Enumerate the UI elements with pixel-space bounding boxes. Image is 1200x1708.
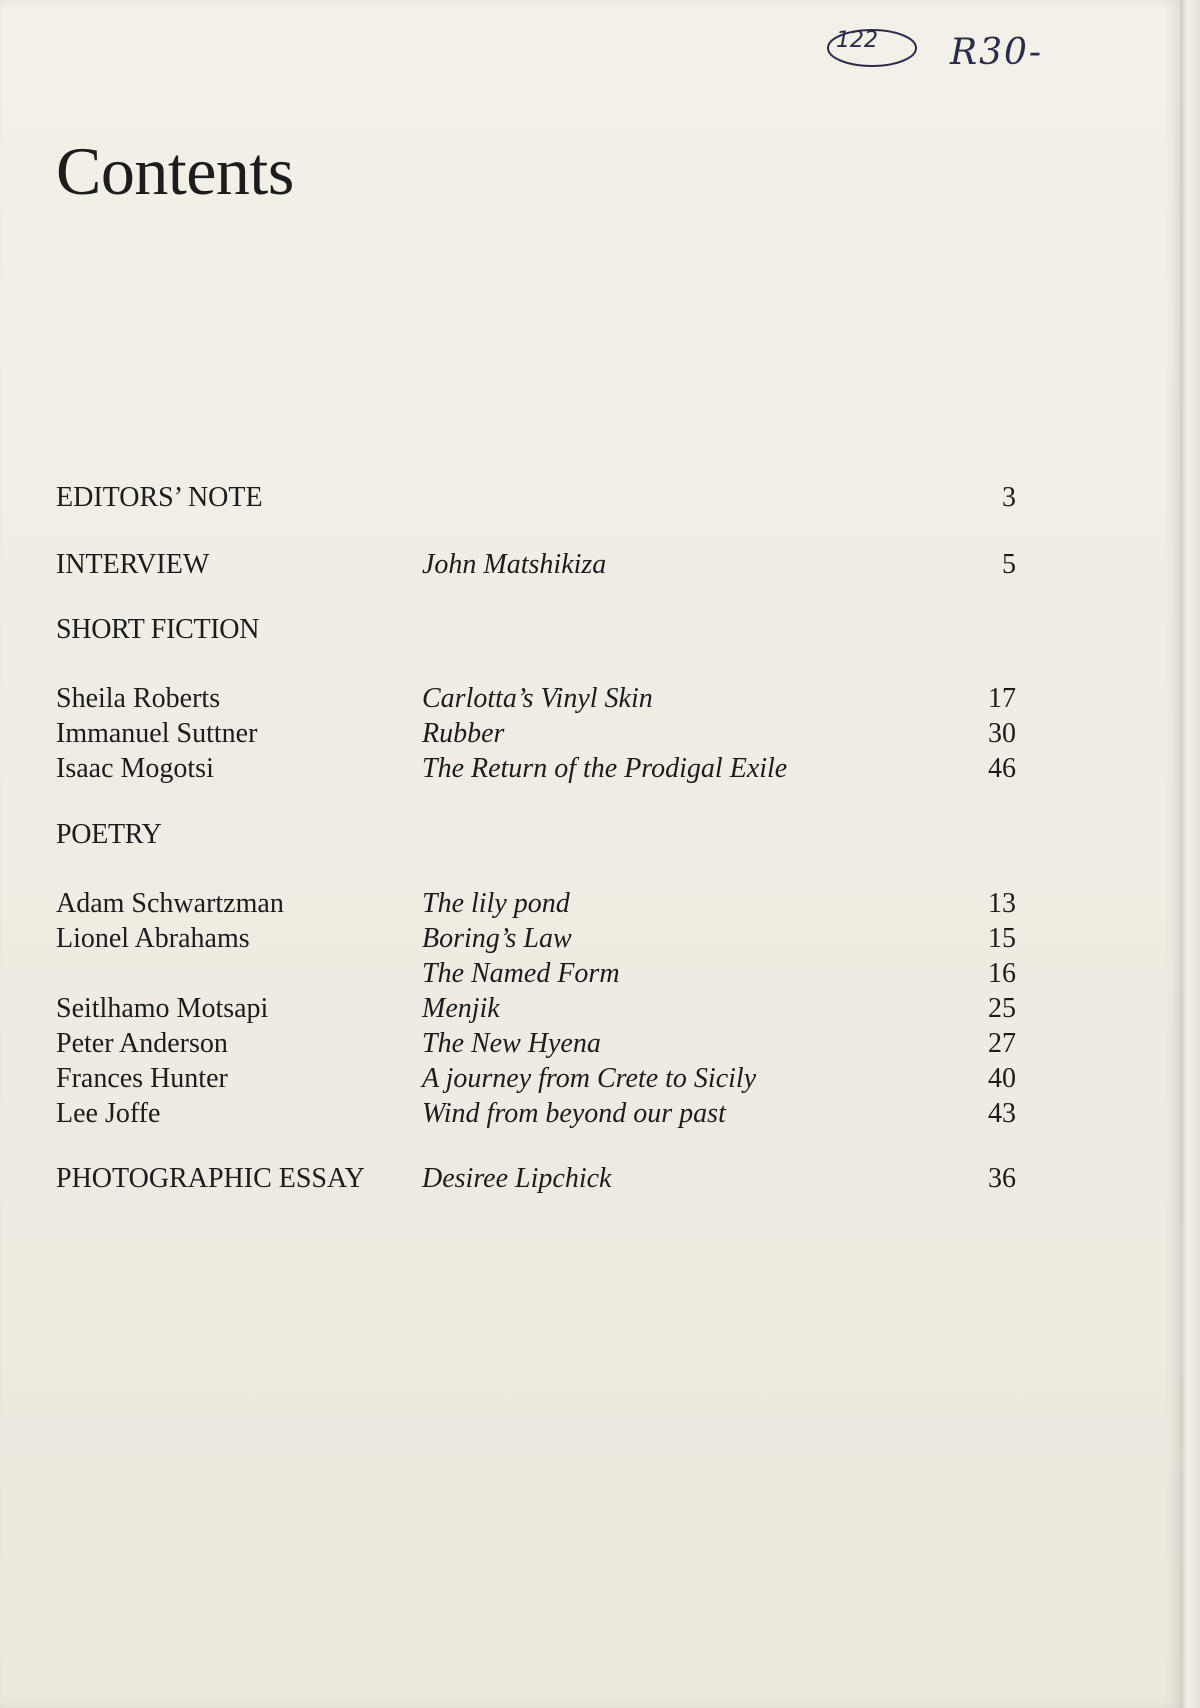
page-title: Contents (56, 133, 294, 209)
work-title: The lily pond (422, 888, 570, 919)
toc-entry (56, 751, 1016, 786)
page-number: 30 (988, 718, 1016, 749)
toc-entry (56, 1061, 1016, 1096)
work-title: Wind from beyond our past (422, 1098, 726, 1129)
section-heading: INTERVIEW (56, 549, 210, 580)
page-number: 46 (988, 753, 1016, 784)
toc-entry (56, 921, 1016, 956)
page-edge (1180, 0, 1200, 1708)
work-title: The Return of the Prodigal Exile (422, 753, 788, 784)
page-number: 13 (988, 888, 1016, 919)
page-number: 5 (1002, 549, 1016, 580)
work-title: Desiree Lipchick (422, 1163, 612, 1194)
page-number: 17 (988, 683, 1016, 714)
author-name: Seitlhamo Motsapi (56, 993, 269, 1024)
toc-section-interview (56, 547, 1016, 582)
work-title: Carlotta’s Vinyl Skin (422, 683, 653, 714)
page-number: 16 (988, 958, 1016, 989)
author-name: Lionel Abrahams (56, 923, 250, 954)
work-title: John Matshikiza (422, 549, 607, 580)
work-title: Rubber (422, 718, 505, 749)
section-heading: SHORT FICTION (56, 614, 260, 645)
author-name: Lee Joffe (56, 1098, 161, 1129)
toc-entry (56, 1026, 1016, 1061)
toc-entry (56, 991, 1016, 1026)
page-number: 40 (988, 1063, 1016, 1094)
toc-section-photographic-essay (56, 1161, 1016, 1196)
toc-section-short-fiction (56, 612, 1016, 647)
toc-entry (56, 681, 1016, 716)
toc-entry (56, 1096, 1016, 1131)
toc-entry (56, 716, 1016, 751)
author-name: Immanuel Suttner (56, 718, 258, 749)
toc-section-poetry (56, 817, 1016, 852)
page-number: 25 (988, 993, 1016, 1024)
section-heading: POETRY (56, 819, 162, 850)
section-heading: PHOTOGRAPHIC ESSAY (56, 1163, 365, 1194)
author-name: Adam Schwartzman (56, 888, 284, 919)
page-number: 43 (988, 1098, 1016, 1129)
work-title: A journey from Crete to Sicily (422, 1063, 757, 1094)
toc-entry (56, 956, 1016, 991)
circled-page-number: 122 (836, 28, 878, 53)
work-title: The New Hyena (422, 1028, 601, 1059)
page-number: 27 (988, 1028, 1016, 1059)
page-number: 3 (1002, 482, 1016, 513)
author-name: Peter Anderson (56, 1028, 228, 1059)
author-name: Frances Hunter (56, 1063, 228, 1094)
handwritten-annotation (820, 24, 1120, 84)
page-number: 36 (988, 1163, 1016, 1194)
work-title: The Named Form (422, 958, 620, 989)
toc-section-editors-note (56, 480, 1016, 515)
work-title: Boring’s Law (422, 923, 572, 954)
author-name: Sheila Roberts (56, 683, 221, 714)
author-name: Isaac Mogotsi (56, 753, 214, 784)
toc-entry (56, 886, 1016, 921)
work-title: Menjik (422, 993, 500, 1024)
page-number: 15 (988, 923, 1016, 954)
handwritten-code: R30- (950, 32, 1044, 73)
section-heading: EDITORS’ NOTE (56, 482, 263, 513)
table-of-contents (56, 480, 1016, 1196)
